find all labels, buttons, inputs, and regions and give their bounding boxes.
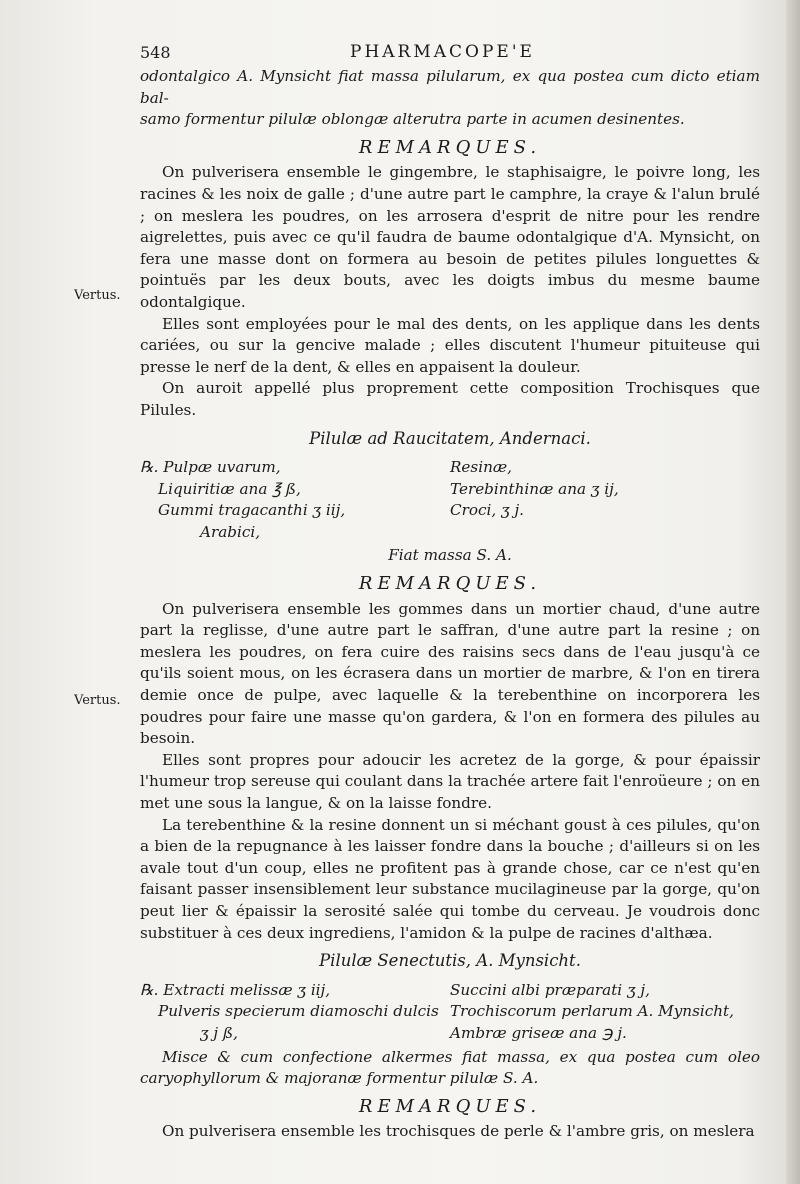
ingredient-line: Resinæ, <box>450 458 512 477</box>
recipe-title: Pilulæ ad Raucitatem, Andernaci. <box>309 428 591 448</box>
page-text-block <box>140 42 760 1143</box>
recipe-instruction: Fiat massa S. A. <box>388 546 512 565</box>
recipe-instruction: Misce & cum confectione alkermes fiat massa, ex qua postea cum oleo caryophyllorum & majoranæ formentur pilulæ S. A. <box>140 1047 760 1088</box>
ingredient-line: Arabici, <box>200 522 261 541</box>
page-edge-shadow <box>786 0 800 1184</box>
recipe-ingredients <box>140 980 760 1045</box>
recipe-column-left <box>140 457 450 543</box>
paragraph: La terebenthine & la resine donnent un si méchant goust à ces pilules, qu'on a bien de la repugnance à les laisser fondre dans la bouche ; d'ailleurs si on les avale tout d'un coup, elles ne profitent pas à grande chose, car ce n'est qu'en faisant passer insensiblement leur substance mucilagineuse par la gorge, qu'on peut lier & épaissir la serosité salée qui tombe du cerveau. Je voudrois donc substituer à ces deux ingrediens, l'amidon & la pulpe de racines d'althæa. <box>140 815 760 942</box>
ingredient-line: Gummi tragacanthi ʒ iij, <box>158 501 346 520</box>
remarques-heading: REMARQUES. <box>358 573 542 595</box>
recipe-title: Pilulæ Senectutis, A. Mynsicht. <box>319 951 581 971</box>
paragraph: Elles sont propres pour adoucir les acretez de la gorge, & pour épaissir l'humeur trop sereuse qui coulant dans la trachée artere fait l'enroüeure ; on en met une sous la langue, & on la laisse fondre. <box>140 750 760 812</box>
ingredient-line: Terebinthinæ ana ʒ ij, <box>450 479 619 498</box>
ingredient-line: Pulveris specierum diamoschi dulcis <box>158 1002 439 1021</box>
ingredient-line: ℞. Pulpæ uvarum, <box>140 458 281 477</box>
text-line: samo formentur pilulæ oblongæ alterutra parte in acumen desinentes. <box>140 110 685 129</box>
ingredient-line: Succini albi præparati ʒ j, <box>450 980 650 999</box>
margin-note-vertus-2: Vertus. <box>74 693 121 708</box>
recipe-column-right <box>450 457 760 543</box>
ingredient-line: ℞. Extracti melissæ ʒ iij, <box>140 980 331 999</box>
text-line: odontalgico A. Mynsicht fiat massa pilularum, ex qua postea cum dicto etiam bal- <box>140 67 760 107</box>
paragraph: On pulverisera ensemble le gingembre, le staphisaigre, le poivre long, les racines & les noix de galle ; d'une autre part le camphre, la craye & l'alun brulé ; on meslera les poudres, on les arrosera d'esprit de nitre pour les rendre aigrelettes, puis avec ce qu'il faudra de baume odontalgique d'A. Mynsicht, on fera une masse dont on formera au besoin de petites pilules longuettes & pointuës par les deux bouts, avec les doigts imbus du mesme baume odontalgique. <box>140 163 760 311</box>
recipe-column-right <box>450 980 760 1045</box>
paragraph: On auroit appellé plus proprement cette composition Trochisques que Pilules. <box>140 379 760 419</box>
remarques-heading: REMARQUES. <box>358 1095 542 1117</box>
page-number: 548 <box>140 43 171 62</box>
ingredient-line: ʒ j ß, <box>200 1023 238 1042</box>
ingredient-line: Croci, ʒ j. <box>450 501 524 520</box>
recipe-ingredients <box>140 457 760 543</box>
running-title: PHARMACOPE'E <box>350 42 535 62</box>
running-head <box>140 42 760 66</box>
margin-note-vertus-1: Vertus. <box>74 288 121 303</box>
ingredient-line: Trochiscorum perlarum A. Mynsicht, <box>450 1002 734 1021</box>
recipe-column-left <box>140 980 450 1045</box>
ingredient-line: Ambræ griseæ ana ℈ j. <box>450 1023 627 1042</box>
paragraph: On pulverisera ensemble les trochisques de perle & l'ambre gris, on meslera <box>162 1122 755 1141</box>
paragraph: On pulverisera ensemble les gommes dans un mortier chaud, d'une autre part la reglisse, d'une autre part le saffran, d'une autre part la resine ; on meslera les poudres, on fera cuire des raisins secs dans de l'eau jusqu'à ce qu'ils soient mous, on les écrasera dans un mortier de marbre, & l'on en tirera demie once de pulpe, avec laquelle & la terebenthine on incorporera les poudres pour faire une masse qu'on gardera, & l'on en formera des pilules au besoin. <box>140 599 760 748</box>
remarques-heading: REMARQUES. <box>358 136 542 158</box>
ingredient-line: Liquiritiæ ana ℥ ß, <box>158 479 301 498</box>
paragraph: Elles sont employées pour le mal des dents, on les applique dans les dents cariées, ou sur la gencive malade ; elles discutent l'humeur pituiteuse qui presse le nerf de la dent, & elles en appaisent la douleur. <box>140 314 760 376</box>
